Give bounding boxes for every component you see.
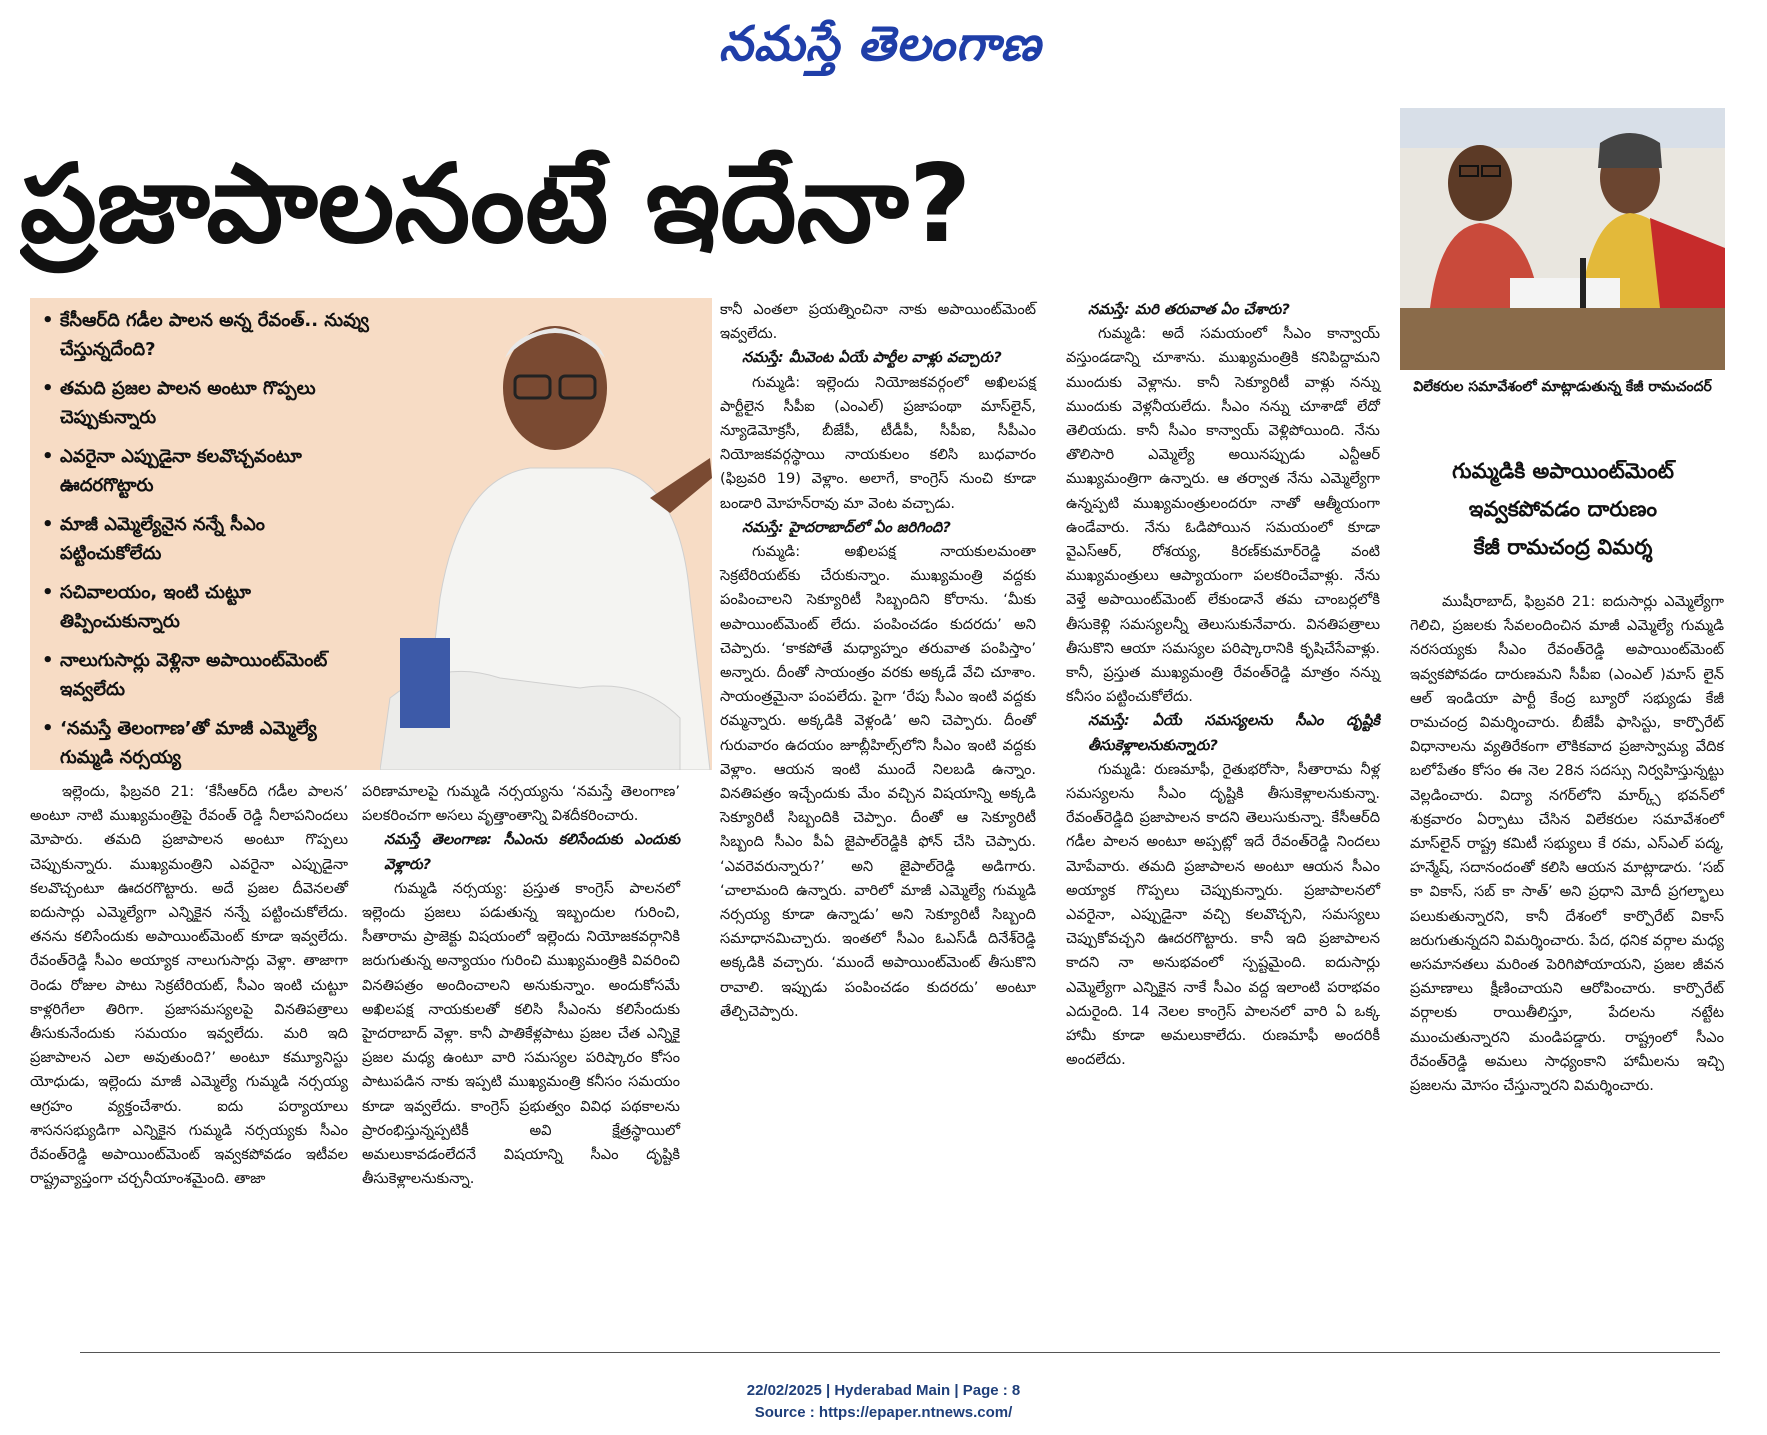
photo-caption: విలేకరుల సమావేశంలో మాట్లాడుతున్న కేజీ రామచందర్ (1413, 379, 1712, 395)
side-story-title-line1: గుమ్మడికి అపాయింట్‌మెంట్ (1452, 459, 1674, 483)
article-paragraph: పరిణామాలపై గుమ్మడి నర్సయ్యను ‘నమస్తే తెలంగాణ’ పలకరించగా అసలు వృత్తాంతాన్ని విశదీకరించారు. (362, 783, 680, 825)
interview-answer: గుమ్మడి: ఇల్లెందు నియోజకవర్గంలో అఖిలపక్ష పార్టీలైన సీపీఐ (ఎంఎల్) ప్రజాపంథా మాస్‌లైన్, న్యూడెమోక్రసీ, బీజేపీ, టీడీపీ, సీపీఐ, సీపీఎం నియోజకవర్గస్థాయి నాయకులం కలిసి బుధవారం (ఫిబ్రవరి 19) వెళ్లాం. అలాగే, కాంగ్రెస్ నుంచి కూడా బండారి మోహన్‌రావు మా వెంట వచ్చాడు. (720, 373, 1036, 512)
article-column-4 (1066, 298, 1380, 1073)
article-column-3 (720, 298, 1036, 1024)
bullet-icon: • (42, 514, 54, 535)
interview-answer: గుమ్మడి: అఖిలపక్ష నాయకులమంతా సెక్రటేరియట్‌కు చేరుకున్నాం. ముఖ్యమంత్రి వద్దకు పంపించాలని సెక్యూరిటీ సిబ్బందిని కోరాను. ‘మీకు అపాయింట్‌మెంట్ లేదు. పంపించడం కుదరదు’ అని చెప్పారు. ‘కాకపోతే మధ్యాహ్నం తరువాత పంపిస్తాం’ అన్నారు. దీంతో సాయంత్రం వరకు అక్కడే వేచి చూశాం. సాయంత్రమైనా పంపలేదు. పైగా ‘రేపు సీఎం ఇంటి వద్దకు రమ్మన్నారు. అక్కడికి వెళ్లండి’ అని చెప్పారు. దీంతో గురువారం ఉదయం జూబ్లీహిల్స్‌లోని సీఎం ఇంటి వద్దకు వెళ్లాం. ఆయన ఇంటి ముందే నిలబడి ఉన్నాం. వినతిపత్రం ఇచ్చేందుకు మేం వచ్చిన విషయాన్ని అక్కడి సెక్యూరిటీ సిబ్బందికి చెప్పాం. దీంతో ఆ సెక్యూరిటీ సిబ్బంది సీఎం పీఏ జైపాల్‌రెడ్డికి ఫోన్ చేసి చెప్పారు. ‘ఎవరెవరున్నారు?’ అని జైపాల్‌రెడ్డి అడిగారు. ‘చాలామంది ఉన్నారు. వారిలో మాజీ ఎమ్మెల్యే గుమ్మడి నర్సయ్య కూడా ఉన్నాడు’ అని సెక్యూరిటీ సిబ్బంది సమాధానమిచ్చారు. ఇంతలో సీఎం ఓఎస్‌డీ దినేశ్‌రెడ్డి అక్కడికి వచ్చారు. ‘ముందే అపాయింట్‌మెంట్ తీసుకొని రావాలి. ఇప్పుడు పంపించడం కుదరదు’ అంటూ తేల్చిచెప్పారు. (720, 543, 1036, 1020)
interview-question: నమస్తే తెలంగాణ: సీఎంను కలిసేందుకు ఎందుకు వెళ్లారు? (384, 831, 680, 873)
article-paragraph: ముషీరాబాద్, ఫిబ్రవరి 21: ఐదుసార్లు ఎమ్మెల్యేగా గెలిచి, ప్రజలకు సేవలందించిన మాజీ ఎమ్మెల్యే గుమ్మడి నరసయ్యకు సీఎం రేవంత్‌రెడ్డి అపాయింట్‌మెంట్ ఇవ్వకపోవడం దారుణమని సీపీఐ (ఎంఎల్ )మాస్ లైన్ ఆల్ ఇండియా పార్టీ కేంద్ర బ్యూరో సభ్యుడు కేజీ రామచంద్ర విమర్శించారు. బీజేపీ ఫాసిస్టు, కార్పొరేట్ విధానాలను వ్యతిరేకంగా లౌకికవాద ప్రజాస్వామ్య వేదిక బలోపేతం కోసం ఈ నెల 28న సదస్సు నిర్వహిస్తున్నట్టు వెల్లడించారు. విద్యా నగర్‌లోని మార్క్స్ భవన్‌లో శుక్రవారం ఏర్పాటు చేసిన విలేకరుల సమావేశంలో మాస్‌లైన్ రాష్ట్ర కమిటీ సభ్యులు కే రమ, ఎస్‌ఎల్ పద్మ, హన్మేష్, సదానందంతో కలిసి ఆయన మాట్లాడారు. ‘సబ్ కా వికాస్, సబ్ కా సాత్’ అని ప్రధాని మోదీ ప్రగల్భాలు పలుకుతున్నారని, కానీ దేశంలో కార్పొరేట్ వికాస్ జరుగుతున్నదని విమర్శించారు. పేద, ధనిక వర్గాల మధ్య అసమానతలు మరింత పెరిగిపోయాయని, ప్రజల జీవన ప్రమాణాలు క్షీణించాయని ఆరోపించారు. కార్పొరేట్ వర్గాలకు రాయితీలిస్తూ, పేదలను నట్టేట ముంచుతున్నారని మండిపడ్డారు. రాష్ట్రంలో సీఎం రేవంత్‌రెడ్డి అమలు సాధ్యంకాని హామీలను ఇచ్చి ప్రజలను మోసం చేస్తున్నారని విమర్శించారు. (1410, 593, 1724, 1095)
side-story-byline: కేజీ రామచంద్ర విమర్శ (1473, 535, 1653, 559)
bullet-icon: • (42, 446, 54, 467)
bullet-icon: • (42, 582, 54, 603)
interview-question: నమస్తే: హైదరాబాద్‌లో ఏం జరిగింది? (742, 518, 951, 536)
highlight-item: • సచివాలయం, ఇంటి చుట్టూ తిప్పించుకున్నారు (42, 578, 372, 636)
highlight-item: • కేసీఆర్‌ది గడీల పాలన అన్న రేవంత్.. నువ్వు చేస్తున్నదేంది? (42, 306, 372, 364)
masthead-logo: నమస్తే తెలంగాణ (718, 16, 1042, 72)
bullet-icon: • (42, 650, 54, 671)
bullet-icon: • (42, 310, 54, 331)
highlights-box (30, 298, 712, 770)
highlight-item: • నాలుగుసార్లు వెళ్లినా అపాయింట్‌మెంట్ ఇవ్వలేదు (42, 646, 372, 704)
article-column-2 (362, 780, 680, 1191)
interview-answer: గుమ్మడి: అదే సమయంలో సీఎం కాన్వాయ్ వస్తుండడాన్ని చూశాను. ముఖ్యమంత్రికి కనిపిద్దామని ముందుకు వెళ్లాను. కానీ సెక్యూరిటీ వాళ్లు నన్ను ముందుకు వెళ్లనీయలేదు. సీఎం నన్ను చూశాడో లేదో తెలియదు. కానీ సీఎం కాన్వాయ్ వెళ్లిపోయింది. నేను తొలిసారి ఎమ్మెల్యే అయినప్పుడు ఎన్టీఆర్ ముఖ్యమంత్రిగా ఉన్నారు. ఆ తర్వాత నేను ఎమ్మెల్యేగా ఉన్నప్పటి ముఖ్యమంత్రులందరూ నాతో ఆత్మీయంగా ఉండేవారు. నేను ఓడిపోయిన సమయంలో కూడా వైఎస్‌ఆర్, రోశయ్య, కిరణ్‌కుమార్‌రెడ్డి వంటి ముఖ్యమంత్రులు ఆప్యాయంగా పలకరించేవాళ్లు. నేను వెళ్తే అపాయింట్‌మెంట్ లేకుండానే తమ చాంబర్లలోకి తీసుకెళ్లి సమస్యలన్నీ తెలుసుకునేవారు. వినతిపత్రాలు తీసుకొని ఆయా సమస్యల పరిష్కారానికి కృషిచేసేవాళ్లు. కానీ, ప్రస్తుత ముఖ్యమంత్రి రేవంత్‌రెడ్డి మాత్రం నన్ను కనీసం పట్టించుకోలేదు. (1066, 325, 1380, 706)
footer-source-link[interactable]: Source : https://epaper.ntnews.com/ (754, 1404, 1013, 1421)
headline: ప్రజాపాలనంటే ఇదేనా? (20, 142, 972, 267)
highlights-list (42, 306, 372, 782)
article-paragraph: ఇల్లెందు, ఫిబ్రవరి 21: ‘కేసీఆర్‌ది గడీల పాలన’ అంటూ నాటి ముఖ్యమంత్రిపై రేవంత్ రెడ్డి నీలాపనిందలు మోపారు. తమది ప్రజాపాలన అంటూ గొప్పలు చెప్పుకున్నారు. ముఖ్యమంత్రిని ఎవరైనా ఎప్పుడైనా కలవొచ్చంటూ ఊదరగొట్టారు. అదే ప్రజల దీవెనలతో ఐదుసార్లు ఎమ్మెల్యేగా ఎన్నికైన నన్నే పట్టించుకోలేదు. తనను కలిసేందుకు అపాయింట్‌మెంట్ కూడా ఇవ్వలేదు. రేవంత్‌రెడ్డి సీఎం అయ్యాక నాలుగుసార్లు వెళ్లా. తాజాగా రెండు రోజుల పాటు సెక్రటేరియట్, సీఎం ఇంటి చుట్టూ కాళ్లరిగేలా తిరిగా. ప్రజాసమస్యలపై వినతిపత్రాలు తీసుకునేందుకు సమయం ఇవ్వలేదు. మరి ఇది ప్రజాపాలన ఎలా అవుతుంది?’ అంటూ కమ్యూనిస్టు యోధుడు, ఇల్లెందు మాజీ ఎమ్మెల్యే గుమ్మడి నర్సయ్య ఆగ్రహం వ్యక్తంచేశారు. ఐదు పర్యాయాలు శాసనసభ్యుడిగా ఎన్నికైన గుమ్మడి నర్సయ్యకు సీఎం రేవంత్‌రెడ్డి అపాయింట్‌మెంట్ ఇవ్వకపోవడం ఇటీవల రాష్ట్రవ్యాప్తంగా చర్చనీయాంశమైంది. తాజా (30, 783, 348, 1188)
bullet-icon: • (42, 718, 54, 739)
interview-question: నమస్తే: మరి తరువాత ఏం చేశారు? (1088, 301, 1290, 318)
footer (0, 1380, 1767, 1424)
side-story-headline (1403, 452, 1723, 566)
gummadi-narsaiah-photo (380, 298, 712, 770)
highlight-item: • ఎవరైనా ఎప్పుడైనా కలవొచ్చవంటూ ఊదరగొట్టారు (42, 442, 372, 500)
interview-question: నమస్తే: ఏయే సమస్యలను సీఎం దృష్టికి తీసుకెళ్లాలనుకున్నారు? (1088, 712, 1380, 754)
highlight-item: • ‘నమస్తే తెలంగాణ’తో మాజీ ఎమ్మెల్యే గుమ్మడి నర్సయ్య (42, 714, 372, 772)
article-paragraph: కానీ ఎంతలా ప్రయత్నించినా నాకు అపాయింట్‌మెంట్ ఇవ్వలేదు. (720, 301, 1036, 343)
press-meet-photo (1400, 108, 1725, 370)
interview-question: నమస్తే: మీవెంట ఏయే పార్టీల వాళ్లు వచ్చారు? (742, 349, 1002, 367)
interview-answer: గుమ్మడి నర్సయ్య: ప్రస్తుత కాంగ్రెస్ పాలనలో ఇల్లెందు ప్రజలు పడుతున్న ఇబ్బందుల గురించి, సీతారామ ప్రాజెక్టు విషయంలో ఇల్లెందు నియోజకవర్గానికి జరుగుతున్న అన్యాయం గురించి ముఖ్యమంత్రికి వివరించి వినతిపత్రం అందించాలని అనుకున్నాం. అందుకోసమే అఖిలపక్ష నాయకులతో కలిసి సీఎంను కలిసేందుకు హైదరాబాద్ వెళ్లా. కానీ పాతికేళ్లపాటు ప్రజల చేత ఎన్నికై ప్రజల మధ్య ఉంటూ వారి సమస్యల పరిష్కారం కోసం పాటుపడిన నాకు ఇప్పటి ముఖ్యమంత్రి కనీసం సమయం కూడా ఇవ్వలేదు. కాంగ్రెస్ ప్రభుత్వం వివిధ పథకాలను ప్రారంభిస్తున్నప్పటికీ అవి క్షేత్రస్థాయిలో అమలుకావడంలేదనే విషయాన్ని సీఎం దృష్టికి తీసుకెళ్లాలనుకున్నా. (362, 879, 680, 1188)
highlight-item: • తమది ప్రజల పాలన అంటూ గొప్పలు చెప్పుకున్నారు (42, 374, 372, 432)
interview-answer: గుమ్మడి: రుణమాఫీ, రైతుభరోసా, సీతారామ నీళ్ల సమస్యలను సీఎం దృష్టికి తీసుకెళ్లాలనుకున్నా. రేవంత్‌రెడ్డిది ప్రజాపాలన కాదని తెలుసుకున్నా. కేసీఆర్‌ది గడీల పాలన అంటూ అప్పట్లో ఇదే రేవంత్‌రెడ్డి నిందలు మోపేవారు. తమది ప్రజాపాలన అంటూ ఆయన సీఎం అయ్యాక గొప్పలు చెప్పుకున్నారు. ప్రజాపాలనలో ఎవరైనా, ఎప్పుడైనా వచ్చి కలవొచ్చని, సమస్యలు చెప్పుకోవచ్చని ఊదరగొట్టారు. కానీ ఇది ప్రజాపాలన కాదని నా అనుభవంలో స్పష్టమైంది. ఐదుసార్లు ఎమ్మెల్యేగా ఎన్నికైన నాకే సీఎం వద్ద ఇలాంటి పరాభవం ఎదురైంది. 14 నెలల కాంగ్రెస్ పాలనలో వారి ఏ ఒక్క హామీ కూడా అమలుకాలేదు. రుణమాఫీ అందరికీ అందలేదు. (1066, 760, 1380, 1069)
footer-divider (80, 1352, 1720, 1353)
footer-date-edition: 22/02/2025 | Hyderabad Main | Page : 8 (746, 1382, 1021, 1399)
article-column-1 (30, 780, 348, 1191)
bullet-icon: • (42, 378, 54, 399)
highlight-item: • మాజీ ఎమ్మెల్యేనైన నన్నే సీఎం పట్టించుకోలేదు (42, 510, 372, 568)
side-story-title-line2: ఇవ్వకపోవడం దారుణం (1468, 497, 1658, 521)
side-story-body (1410, 590, 1724, 1098)
